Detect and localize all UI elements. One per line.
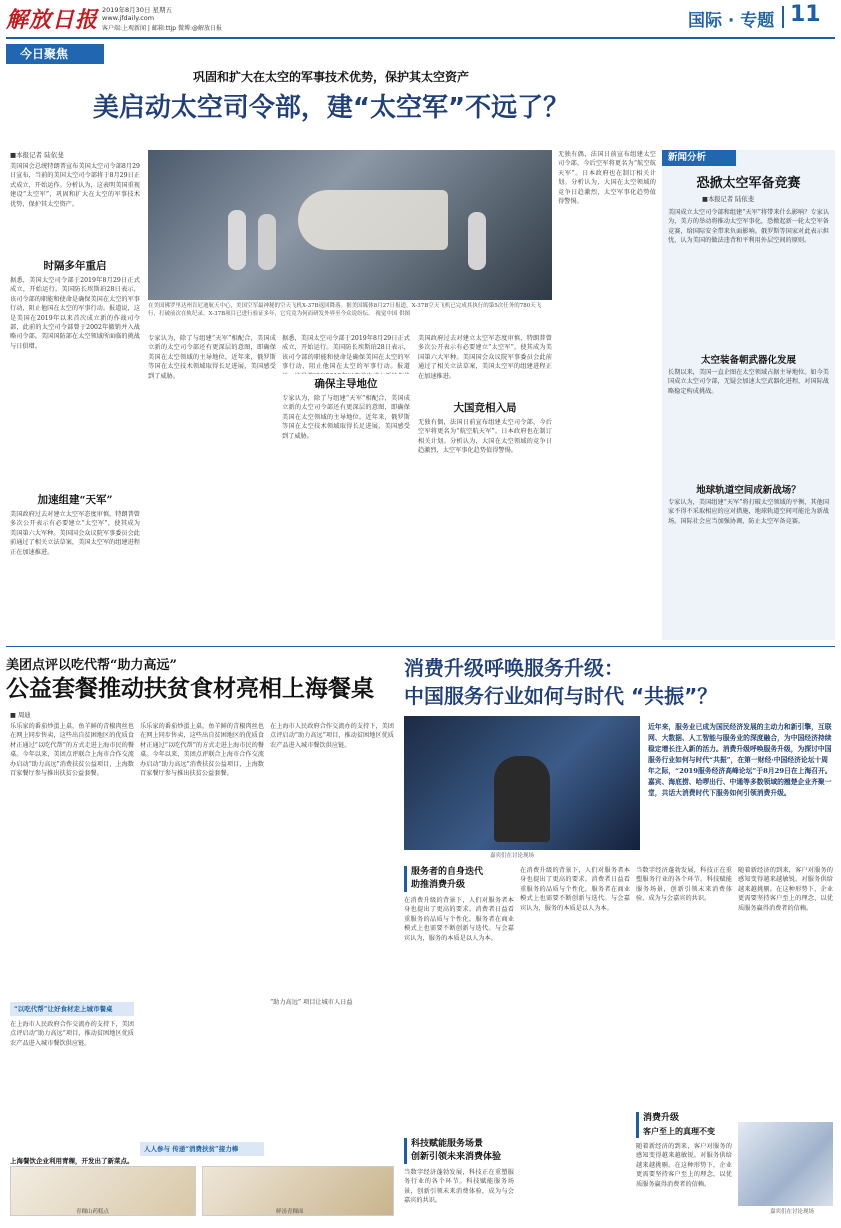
subhead-customer-first-line2: 客户至上的真理不变 — [643, 1126, 715, 1136]
sidebar-body-b: 专家认为，美国组建“天军”将打破太空领域的平衡，其他国家不得不采取相应的应对措施，地球轨道空间可能沦为新战场。国际社会应当加强协调，防止太空军备竞赛。 — [668, 499, 829, 525]
subhead-customer-first — [636, 1112, 732, 1138]
article-body-col2: 在消费升级的背景下，人们对服务者本身也提出了更高的要求。消费者日益看重服务的品质与个性化，服务者在商业模式上也需要不断创新与迭代。与会嘉宾认为，服务的本质是以人为本。 — [520, 867, 630, 912]
section-title: 国际 · 专题 — [688, 11, 775, 31]
article-body-2: 当数字经济蓬勃发展，科技正在重塑服务行业的各个环节。科技赋能服务场景，创新引领未来消费体验，成为与会嘉宾的共识。 — [404, 1169, 514, 1205]
article-body-3: 专家认为，除了与组建“天军”相配合，美国成立新的太空司令部还有更深层的意图，即确保美国在太空领域的主导地位。近年来，俄罗斯等国在太空技术领域取得长足进展，美国感受到了威胁。 — [282, 395, 410, 440]
subhead-iteration — [404, 866, 514, 892]
article-kicker: 美团点评以吃代帮“助力高远” — [6, 658, 177, 673]
subhead-space-force: 加速组建“天军” — [37, 494, 113, 506]
subhead-powers-enter: 大国竞相入局 — [453, 402, 517, 414]
forum-photo — [404, 716, 640, 850]
article-body-col3: 当数字经济蓬勃发展，科技正在重塑服务行业的各个环节。科技赋能服务场景，创新引领未来消费体验，成为与会嘉宾的共识。 — [636, 867, 732, 903]
subhead-customer-first-line1: 消费升级 — [643, 1113, 680, 1123]
top-story-headline: 美启动太空司令部，建“太空军”不远了？ — [92, 93, 570, 123]
article-body-col2: 专家认为，除了与组建“天军”相配合，美国成立新的太空司令部还有更深层的意图，即确保美国在太空领域的主导地位。近年来，俄罗斯等国在太空技术领域取得长足进展，美国感受到了威胁。 — [148, 335, 276, 380]
forum-photo-caption: 嘉宾们在讨论现场 — [490, 853, 535, 859]
crew-figure — [468, 212, 486, 270]
subhead-relay-label: 人人参与 传递“消费扶贫”接力棒 — [144, 1145, 239, 1153]
article-body: 乐乐家的番茄炒蛋上桌，鱼羊鲜的青椒肉丝也在网上同步售卖，这些出自贫困地区的优质食材正通过“以吃代帮”的方式走进上海市民的餐桌。今年以来，美团点评联合上海市合作交流办启动“助力高远”消费扶贫公益项目，上海数百家餐厅参与推出扶贫公益套餐。 — [10, 723, 134, 778]
article-body-col2: 乐乐家的番茄炒蛋上桌，鱼羊鲜的青椒肉丝也在网上同步售卖，这些出自贫困地区的优质食材正通过“以吃代帮”的方式走进上海市民的餐桌。今年以来，美团点评联合上海市合作交流办启动“助力高远”消费扶贫公益项目，上海数百家餐厅参与推出扶贫公益套餐。 — [140, 723, 264, 778]
page-number: 11 — [790, 2, 821, 27]
speaker-figure — [494, 756, 550, 842]
top-story — [6, 44, 656, 640]
article-body-1: 在消费升级的背景下，人们对服务者本身也提出了更高的要求。消费者日益看重服务的品质与个性化，服务者在商业模式上也需要不断创新与迭代。与会嘉宾认为，服务的本质是以人为本。 — [404, 897, 514, 942]
subhead-tech-line1: 科技赋能服务场景 — [411, 1139, 484, 1149]
photo-caption: 在美国佛罗里达州肯尼迪航天中心，美国空军最神秘的空天飞机X-37B返回降落。据美国媒体8月27日报道，X-37B空天飞机已完成其执行的第5次任务的780天飞行，打破前次在轨纪录。X-37B项目已进行验证多年，它究竟为何而研发外界至今众说纷纭。 视觉中国 供图 — [148, 303, 542, 317]
subhead-dominance: 确保主导地位 — [314, 378, 378, 390]
food-photo-2-caption: 鲜汤青稞面 — [276, 1209, 304, 1215]
article-body-col4: 随着新经济的到来，客户对服务的感知变得越来越敏锐。对服务供给越来越挑剔。在这种形势下，企业更需要坚持客户至上的理念，以优质服务赢得消费者的信赖。 — [738, 867, 833, 912]
article-body-2: 美国政府过去对建立太空军态度审慎，特朗普曾多次公开表示有必要建立“太空军”，使其成为美国第六大军种。美国国会众议院军事委员会此前通过了相关立法草案，美国太空军的组建进程正在加速推进。 — [10, 511, 140, 556]
masthead-date: 2019年8月30日 星期五 — [102, 6, 173, 14]
subhead-tech — [404, 1138, 514, 1164]
masthead-rule — [6, 37, 835, 39]
article-body-2: 在上海市人民政府合作交流办的支持下，美团点评启动“助力高远”项目，推动贫困地区优质农产品进入城市餐饮供应链。 — [10, 1021, 134, 1047]
service-industry-article — [400, 652, 835, 1222]
sidebar-body-a: 长期以来，美国一直企图在太空领域占据主导地位。如今美国成立太空司令部，无疑会加速太空武器化进程，对国际战略稳定构成挑战。 — [668, 369, 829, 395]
article-body-col3: 在上海市人民政府合作交流办的支持下，美团点评启动“助力高远”项目，推动贫困地区优质农产品进入城市餐饮供应链。 — [270, 723, 394, 749]
section-divider — [6, 646, 835, 647]
top-story-kicker: 巩固和扩大在太空的军事技术优势，保护其太空资产 — [192, 70, 469, 84]
subhead-tech-line2: 创新引领未来消费体验 — [411, 1152, 502, 1162]
masthead — [0, 0, 841, 38]
article-byline: ■ 周迪 — [10, 712, 31, 719]
article-body-col4: 美国政府过去对建立太空军态度审慎，特朗普曾多次公开表示有必要建立“太空军”，使其成为美国第六大军种。美国国会众议院军事委员会此前通过了相关立法草案，美国太空军的组建进程正在加速推进。 — [418, 335, 552, 380]
forum-photo-2-caption: 嘉宾们在讨论现场 — [770, 1209, 815, 1215]
spaceplane-shape — [298, 190, 448, 250]
article-body-4: 无独有偶，法国日前宣布组建太空司令部，今后空军将更名为“航空航天军”。日本政府也在制订相关计划。分析认为，大国在太空领域的竞争日趋激烈，太空军事化趋势值得警惕。 — [418, 419, 552, 455]
sidebar-subhead-battlefield: 地球轨道空间成新战场？ — [696, 485, 801, 496]
x37b-photo — [148, 150, 552, 300]
today-focus-tag: 今日聚焦 — [6, 44, 104, 64]
article-headline-line1: 消费升级呼唤服务升级： — [404, 656, 624, 680]
lead-paragraph: 近年来，服务业已成为国民经济发展的主动力和新引擎，互联网、大数据、人工智能与服务业的深度融合，为中国经济持续稳定增长注入新的活力。消费升级呼唤服务升级，为探讨中国服务行业如何与时代“共振”，在第一财经·中国经济论坛十周年之际，“2019服务经济高峰论坛”于8月29日在上海召开。 嘉宾、海底捞、哈啰出行、中通等多数领域的翘楚企业齐聚一堂，共话大消费时代下服务如何引领消费升级。 — [648, 723, 832, 797]
crew-figure — [228, 210, 246, 270]
article-body-col5: 无独有偶，法国日前宣布组建太空司令部，今后空军将更名为“航空航天军”。日本政府也在制订相关计划。分析认为，大国在太空领域的竞争日趋激烈，太空军事化趋势值得警惕。 — [558, 151, 656, 206]
article-intro: 美国国会总统特朗普宣布美国太空司令部8月29日宣布，当前的美国太空司令部将于8月29日正式成立，开始运作。分析认为，这表明美国重视建设“太空军”，巩固和扩大在太空的军事技术优势，保护其太空资产。 — [10, 163, 140, 208]
article-headline: 公益套餐推动扶贫食材亮相上海餐桌 — [6, 676, 374, 702]
subhead-iteration-line2: 助推消费升级 — [411, 880, 466, 890]
article-body-col3: 据悉，美国太空司令部于2019年8月29日正式成立，开始运行。美国防长埃斯珀28日表示，该司令部的职能和使命是确保美国在太空的军事行动，阻止他国在太空的军事行动。报道 — [282, 335, 410, 371]
article-headline-line2: 中国服务行业如何与时代 “共振”？ — [404, 684, 718, 708]
sidebar-subhead-weaponization: 太空装备朝武器化发展 — [700, 355, 796, 366]
poverty-relief-article — [6, 652, 394, 1222]
food-photo-1-caption: 青稞山药糕点 — [76, 1209, 110, 1215]
article-body-3: 随着新经济的到来，客户对服务的感知变得越来越敏锐。对服务供给越来越挑剔。在这种形势下，企业更需要坚持客户至上的理念，以优质服务赢得消费者的信赖。 — [636, 1143, 732, 1188]
subhead-restart: 时隔多年重启 — [43, 260, 107, 272]
caption-project: “助力高远” 项目让城市人日益 — [270, 999, 353, 1006]
sidebar-byline: ■本报记者 陆依斐 — [702, 196, 755, 203]
sidebar-headline: 恐掀太空军备竞赛 — [696, 176, 801, 191]
news-analysis-sidebar — [662, 150, 835, 640]
subhead-eat-to-help-label: “以吃代帮”让好食材走上城市餐桌 — [14, 1005, 113, 1013]
crew-figure — [258, 214, 276, 270]
byline: ■本报记者 陆依斐 — [10, 151, 64, 159]
subhead-relay — [140, 1142, 264, 1156]
article-body-1: 据悉，美国太空司令部于2019年8月29日正式成立，开始运行。美国防长埃斯珀28日表示，该司令部的职能和使命是确保美国在太空的军事行动，阻止他国在太空的军事行动。报道说，这是美国在2019年以来首次成立新的作战司令部，此前的太空司令部曾于2002年撤销并入战略司令部。美国国防部在太空领域所面临的挑战与日俱增。 — [10, 277, 140, 350]
food-photo-label: 上海餐饮企业利用青稞，开发出了新菜点。 — [10, 1157, 134, 1165]
subhead-iteration-line1: 服务者的自身迭代 — [411, 867, 484, 877]
news-analysis-tag: 新闻分析 — [662, 150, 736, 166]
masthead-channels: 客户端:上观新闻 | 邮箱:ttjp 微博:@解放日报 — [102, 25, 222, 32]
masthead-logo: 解放日报 — [6, 7, 99, 33]
masthead-site[interactable]: www.jfdaily.com — [102, 14, 155, 22]
forum-photo-2 — [738, 1122, 833, 1206]
subhead-eat-to-help — [10, 1002, 134, 1016]
sidebar-body: 美国成立太空司令部和组建“天军”将带来什么影响？专家认为，美方的举动将推动太空军事化，恐掀起新一轮太空军备竞赛，给国际安全带来负面影响。俄罗斯等国家对此表示担忧，认为美国的做法违背和平利用外层空间的原则。 — [668, 209, 829, 245]
page-number-divider — [782, 6, 784, 28]
